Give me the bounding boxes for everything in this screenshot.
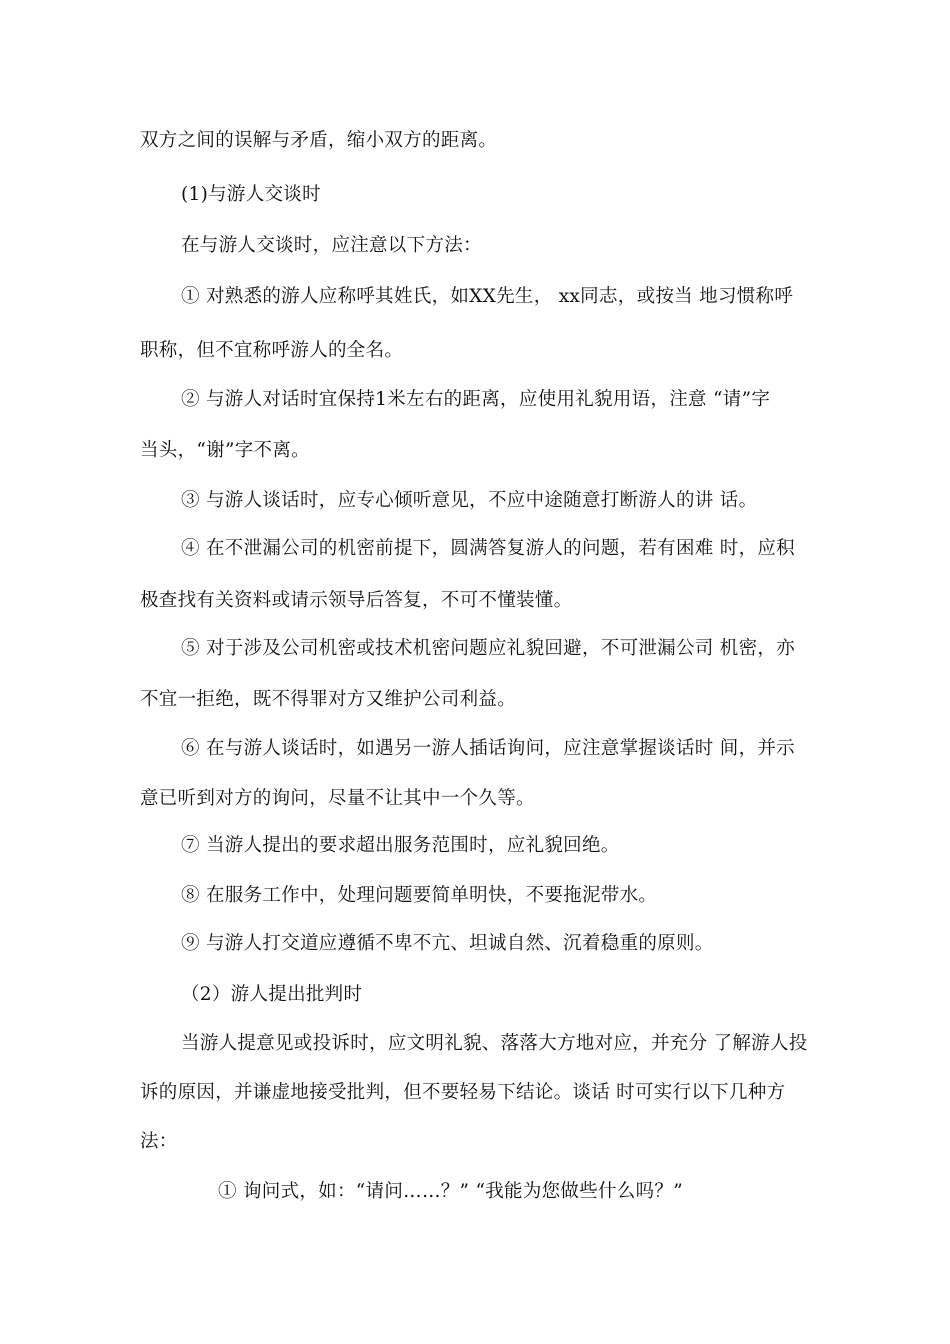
paragraph-line: 法：: [140, 1131, 178, 1152]
list-item-7: ⑦ 当游人提出的要求超出服务范围时，应礼貌回绝。: [181, 835, 620, 856]
paragraph-line: 诉的原因，并谦虚地接受批判，但不要轻易下结论。谈话 时可实行以下几种方: [140, 1082, 786, 1103]
list-item-8: ⑧ 在服务工作中，处理问题要简单明快，不要拖泥带水。: [181, 885, 658, 906]
list-item-6-line-2: 意已听到对方的询问，尽量不让其中一个久等。: [140, 788, 535, 809]
list-item-2-line-1: ② 与游人对话时宜保持1米左右的距离，应使用礼貌用语，注意 “请”字: [181, 389, 771, 410]
list-item-1-line-1: ① 对熟悉的游人应称呼其姓氏，如XX先生， xx同志，或按当 地习惯称呼: [181, 286, 794, 307]
list-item-5-line-1: ⑤ 对于涉及公司机密或技术机密问题应礼貌回避，不可泄漏公司 机密，亦: [181, 638, 795, 659]
list-item-3: ③ 与游人谈话时，应专心倾听意见，不应中途随意打断游人的讲 话。: [181, 490, 758, 511]
list-item-4-line-1: ④ 在不泄漏公司的机密前提下，圆满答复游人的问题，若有困难 时，应积: [181, 538, 795, 559]
paragraph-line: 在与游人交谈时，应注意以下方法：: [181, 235, 482, 256]
paragraph-line: 当游人提意见或投诉时，应文明礼貌、落落大方地对应，并充分 了解游人投: [181, 1033, 808, 1054]
section-heading-2: （2）游人提出批判时: [181, 984, 363, 1005]
list-item-6-line-1: ⑥ 在与游人谈话时，如遇另一游人插话询问，应注意掌握谈话时 间，并示: [181, 738, 795, 759]
list-item-4-line-2: 极查找有关资料或请示领导后答复，不可不懂装懂。: [140, 590, 573, 611]
paragraph-line: 双方之间的误解与矛盾，缩小双方的距离。: [140, 130, 498, 151]
list-item-9: ⑨ 与游人打交道应遵循不卑不亢、坦诚自然、沉着稳重的原则。: [181, 933, 714, 954]
list-item-5-line-2: 不宜一拒绝，既不得罪对方又维护公司利益。: [140, 689, 517, 710]
section-heading-1: (1)与游人交谈时: [181, 184, 321, 205]
list-item-2-line-2: 当头，“谢”字不离。: [140, 440, 310, 461]
list-item-1-line-2: 职称，但不宜称呼游人的全名。: [140, 340, 404, 361]
method-item-1: ① 询问式，如：“请问……？” “我能为您做些什么吗？”: [218, 1181, 683, 1202]
